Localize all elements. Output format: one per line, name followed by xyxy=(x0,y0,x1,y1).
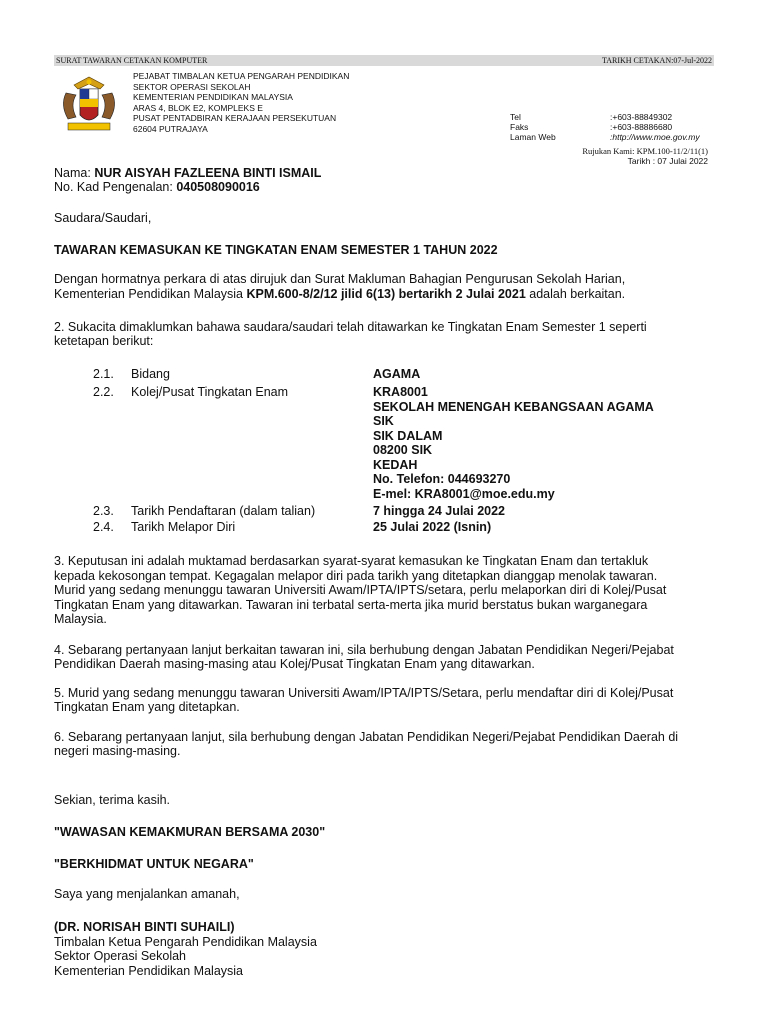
paragraph-5-line: Tingkatan Enam yang ditetapkan. xyxy=(54,700,240,714)
paragraph-3-line: Tingkatan Enam yang ditawarkan. Tawaran ini terbatal serta-merta jika murid berstatus bukan warganegara xyxy=(54,598,648,612)
item-value-bidang: AGAMA xyxy=(373,367,421,381)
salutation: Saudara/Saudari, xyxy=(54,211,152,225)
address-line: ARAS 4, BLOK E2, KOMPLEKS E xyxy=(133,102,263,113)
faks-label: Faks xyxy=(510,122,529,132)
address-line: KEMENTERIAN PENDIDIKAN MALAYSIA xyxy=(133,92,293,102)
item-number: 2.4. xyxy=(93,520,114,534)
reference-block xyxy=(582,147,708,166)
address-line: 62604 PUTRAJAYA xyxy=(133,123,208,134)
header-bar-title: SURAT TAWARAN CETAKAN KOMPUTER xyxy=(56,56,208,65)
signatory-ministry: Kementerian Pendidikan Malaysia xyxy=(54,964,243,978)
item-number: 2.2. xyxy=(93,385,114,399)
item-number: 2.3. xyxy=(93,504,114,518)
print-date: TARIKH CETAKAN:07-Jul-2022 xyxy=(601,56,712,65)
name-label: Nama: xyxy=(54,166,91,180)
recipient-name: NUR AISYAH FAZLEENA BINTI ISMAIL xyxy=(94,166,322,180)
recipient-ic-line xyxy=(54,180,260,195)
paragraph-1-line xyxy=(54,287,625,302)
paragraph-6-line: negeri masing-masing. xyxy=(54,744,181,758)
signatory-sector: Sektor Operasi Sekolah xyxy=(54,949,187,963)
address-line: SEKTOR OPERASI SEKOLAH xyxy=(133,81,251,92)
contact-block xyxy=(510,112,700,142)
para1-text: Kementerian Pendidikan Malaysia xyxy=(54,287,247,301)
amanah-line: Saya yang menjalankan amanah, xyxy=(54,887,240,901)
paragraph-1-line: Dengan hormatnya perkara di atas dirujuk dan Surat Makluman Bahagian Pengurusan Sekolah Harian, xyxy=(54,272,626,286)
paragraph-3-line: 3. Keputusan ini adalah muktamad berdasarkan syarat-syarat kemasukan ke Tingkatan Enam dan tertakluk xyxy=(54,554,649,568)
para1-text: adalah berkaitan. xyxy=(525,287,626,301)
web-label: Laman Web xyxy=(510,132,556,142)
address-line: PEJABAT TIMBALAN KETUA PENGARAH PENDIDIKAN xyxy=(133,71,350,81)
paragraph-2-line: ketetapan berikut: xyxy=(54,334,154,348)
item-label-kolej: Kolej/Pusat Tingkatan Enam xyxy=(131,385,289,399)
kolej-email: E-mel: KRA8001@moe.edu.my xyxy=(373,487,555,501)
kolej-line: SIK DALAM xyxy=(373,429,443,443)
letter-subject: TAWARAN KEMASUKAN KE TINGKATAN ENAM SEMESTER 1 TAHUN 2022 xyxy=(54,243,498,257)
ministry-address xyxy=(133,71,349,134)
kolej-line: 08200 SIK xyxy=(373,443,433,457)
closing-line: Sekian, terima kasih. xyxy=(54,793,171,807)
address-line: PUSAT PENTADBIRAN KERAJAAN PERSEKUTUAN xyxy=(133,113,337,123)
paragraph-4-line: Pendidikan Daerah masing-masing atau Kolej/Pusat Tingkatan Enam yang ditawarkan. xyxy=(54,657,535,671)
item-value-lapor: 25 Julai 2022 (Isnin) xyxy=(373,520,492,534)
slogan-wawasan: "WAWASAN KEMAKMURAN BERSAMA 2030" xyxy=(54,825,326,839)
paragraph-5-line: 5. Murid yang sedang menunggu tawaran Universiti Awam/IPTA/IPTS/Setara, perlu mendaftar diri di Kolej/Pusat xyxy=(54,686,674,700)
recipient-ic: 040508090016 xyxy=(176,180,260,194)
paragraph-3-line: Murid yang sedang menunggu tawaran Universiti Awam/IPTA/IPTS/setara, perlu melaporkan diri di Kolej/Pusat xyxy=(54,583,667,597)
reference-number: Rujukan Kami: KPM.100-11/2/11(1) xyxy=(582,146,708,156)
tel-label: Tel xyxy=(510,112,521,122)
paragraph-3-line: Malaysia. xyxy=(54,612,107,626)
web-link[interactable]: :http://www.moe.gov.my xyxy=(610,132,700,142)
item-label-daftar: Tarikh Pendaftaran (dalam talian) xyxy=(131,504,316,518)
header-bar xyxy=(54,55,714,66)
reference-letter: KPM.600-8/2/12 jilid 6(13) bertarikh 2 Julai 2021 xyxy=(246,287,526,301)
paragraph-6-line: 6. Sebarang pertanyaan lanjut, sila berhubung dengan Jabatan Pendidikan Negeri/Pejabat Pendidikan Daerah di xyxy=(54,730,679,744)
item-label-bidang: Bidang xyxy=(131,367,170,381)
kolej-line: SIK xyxy=(373,414,394,428)
paragraph-2-line: 2. Sukacita dimaklumkan bahawa saudara/saudari telah ditawarkan ke Tingkatan Enam Semester 1 seperti xyxy=(54,320,647,334)
tel-value: :+603-88849302 xyxy=(610,112,673,122)
signatory-title: Timbalan Ketua Pengarah Pendidikan Malaysia xyxy=(54,935,317,949)
kolej-line: KEDAH xyxy=(373,458,418,472)
kolej-phone: No. Telefon: 044693270 xyxy=(373,472,511,486)
kolej-line: KRA8001 xyxy=(373,385,428,399)
item-number: 2.1. xyxy=(93,367,114,381)
faks-value: :+603-88886680 xyxy=(610,122,673,132)
malaysia-coat-of-arms-logo xyxy=(56,75,122,137)
item-label-lapor: Tarikh Melapor Diri xyxy=(131,520,236,534)
paragraph-4-line: 4. Sebarang pertanyaan lanjut berkaitan tawaran ini, sila berhubung dengan Jabatan Pendidikan Negeri/Pejabat xyxy=(54,643,674,657)
signatory-name: (DR. NORISAH BINTI SUHAILI) xyxy=(54,920,235,934)
item-value-daftar: 7 hingga 24 Julai 2022 xyxy=(373,504,506,518)
paragraph-3-line: kepada kekosongan tempat. Kegagalan melapor diri pada tarikh yang ditetapkan dianggap menolak tawaran. xyxy=(54,569,658,583)
letter-date: Tarikh : 07 Julai 2022 xyxy=(627,155,708,166)
kolej-line: SEKOLAH MENENGAH KEBANGSAAN AGAMA xyxy=(373,400,654,414)
ic-label: No. Kad Pengenalan: xyxy=(54,180,173,194)
recipient-name-line xyxy=(54,166,321,181)
slogan-berkhidmat: "BERKHIDMAT UNTUK NEGARA" xyxy=(54,857,254,871)
